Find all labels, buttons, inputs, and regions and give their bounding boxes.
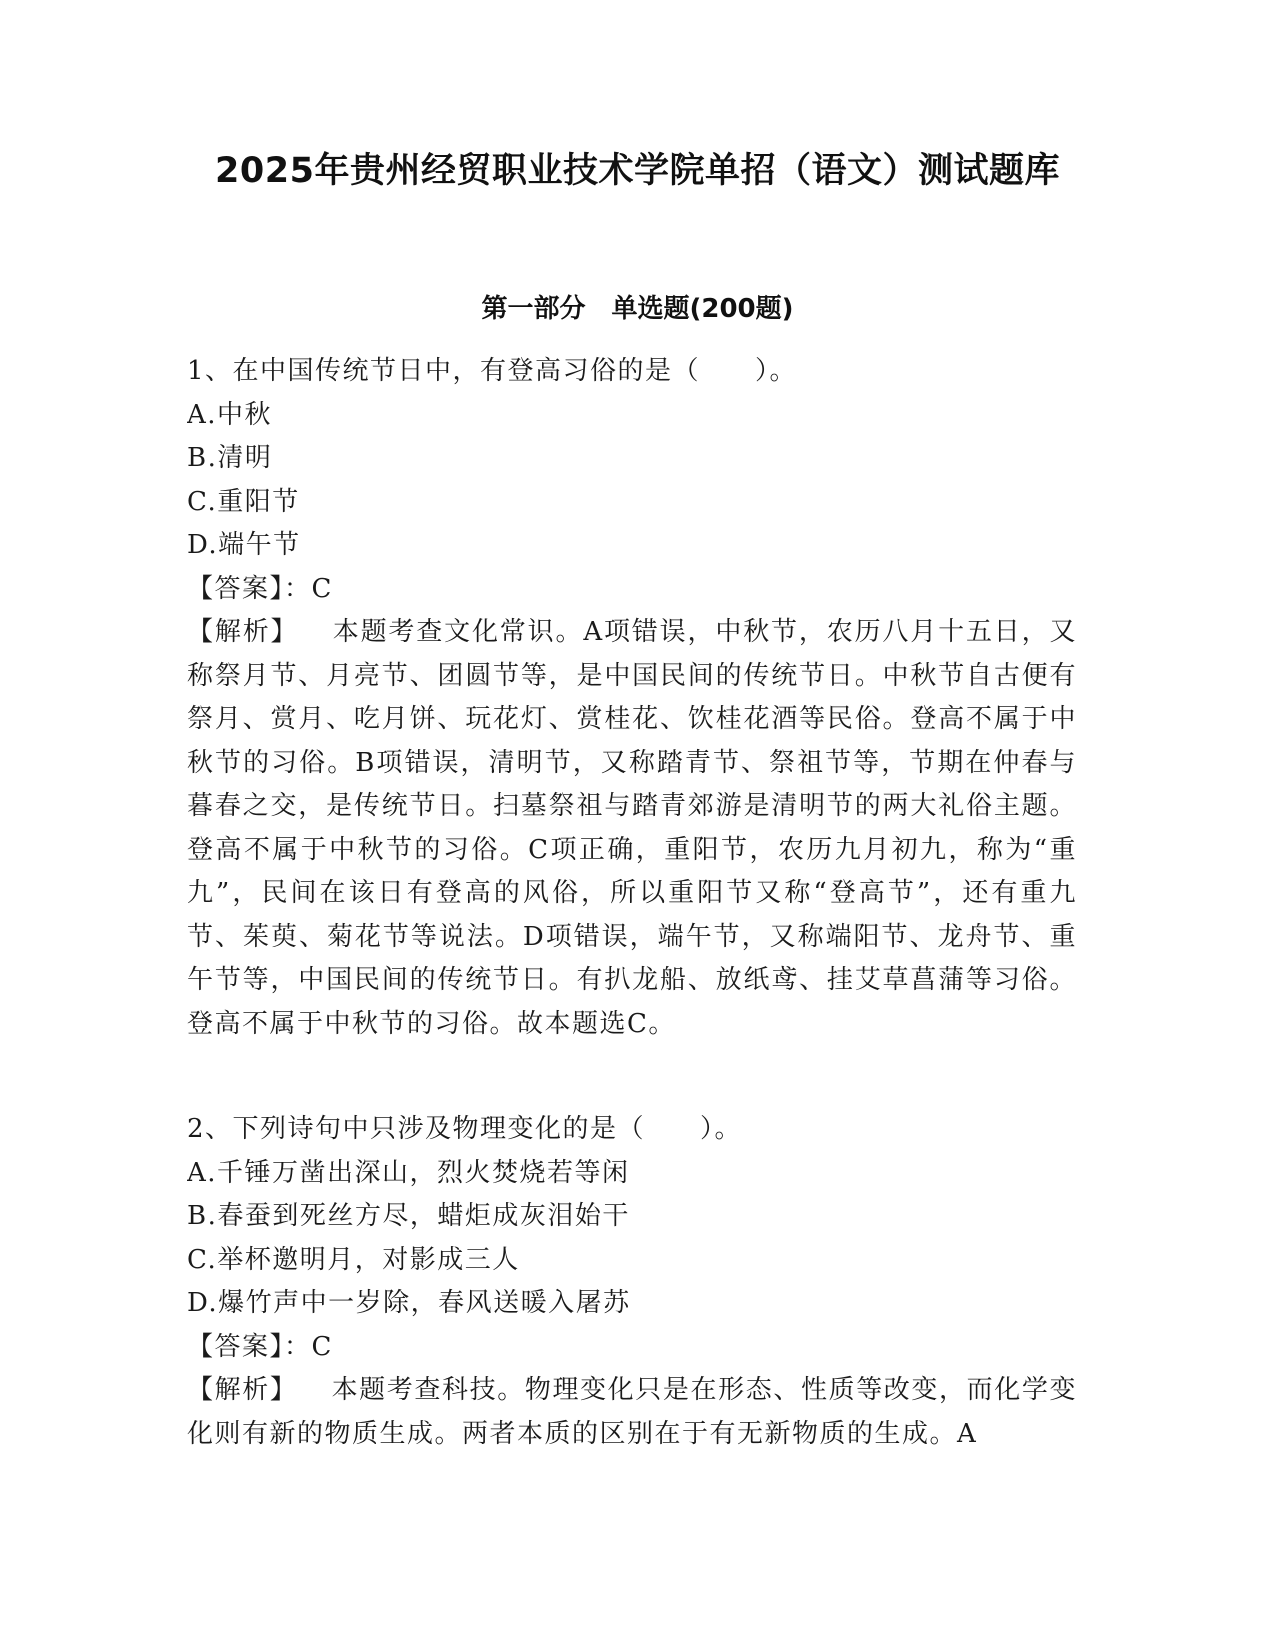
analysis-paragraph: [187, 1369, 1077, 1456]
answer-label: 【答案】：: [187, 573, 312, 604]
analysis-text: 本题考查文化常识。A项错误，中秋节，农历八月十五日，又称祭月节、月亮节、团圆节等，是中国民间的传统节日。中秋节自古便有祭月、赏月、吃月饼、玩花灯、赏桂花、饮桂花酒等民俗。登高不属于中秋节的习俗。B项错误，清明节，又称踏青节、祭祖节等，节期在仲春与暮春之交，是传统节日。扫墓祭祖与踏青郊游是清明节的两大礼俗主题。登高不属于中秋节的习俗。C项正确，重阳节，农历九月初九，称为“重九”，民间在该日有登高的风俗，所以重阳节又称“登高节”，还有重九节、茱萸、菊花节等说法。D项错误，端午节，又称端阳节、龙舟节、重午节等，中国民间的传统节日。有扒龙船、放纸鸢、挂艾草菖蒲等习俗。登高不属于中秋节的习俗。故本题选C。: [187, 617, 1077, 1039]
answer-label: 【答案】：: [187, 1331, 312, 1362]
analysis-text: 本题考查科技。物理变化只是在形态、性质等改变，而化学变化则有新的物质生成。两者本质的区别在于有无新物质的生成。A: [187, 1375, 1077, 1449]
option-d: D.端午节: [187, 530, 301, 560]
answer-line: [187, 568, 1077, 612]
option-a: A.千锤万凿出深山，烈火焚烧若等闲: [187, 1157, 630, 1188]
question-stem: 2、下列诗句中只涉及物理变化的是（ ）。: [187, 1114, 743, 1144]
question-stem: 1、在中国传统节日中，有登高习俗的是（ ）。: [187, 356, 798, 386]
document-title: 2025年贵州经贸职业技术学院单招（语文）测试题库: [215, 151, 1060, 191]
question-block: [187, 1108, 1077, 1456]
option-b: B.春蚕到死丝方尽，蜡炬成灰泪始干: [187, 1201, 630, 1231]
analysis-label: 【解析】: [187, 1375, 298, 1405]
question-block: [187, 350, 1077, 1046]
option-c: C.重阳节: [187, 486, 300, 517]
analysis-paragraph: [187, 611, 1077, 1046]
analysis-label: 【解析】: [187, 617, 299, 647]
answer-value: C: [311, 573, 333, 604]
option-c: C.举杯邀明月，对影成三人: [187, 1244, 520, 1275]
answer-line: [187, 1326, 1077, 1370]
option-a: A.中秋: [187, 399, 273, 430]
option-b: B.清明: [187, 443, 273, 473]
option-d: D.爆竹声中一岁除，春风送暖入屠苏: [187, 1288, 631, 1318]
section-heading: 第一部分 单选题(200题): [481, 294, 794, 324]
answer-value: C: [311, 1331, 333, 1362]
